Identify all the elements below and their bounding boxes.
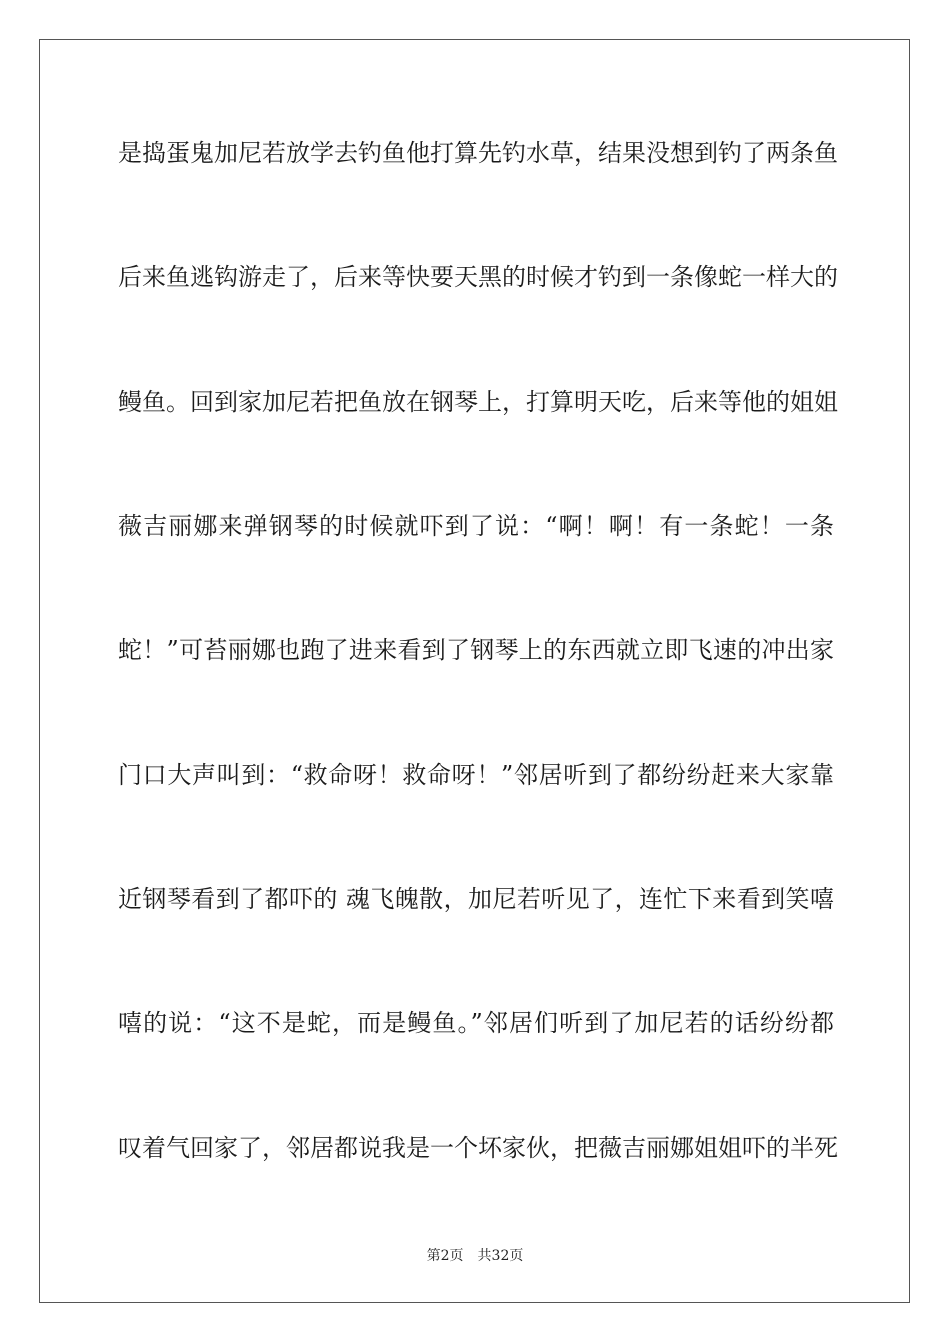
body-text-line: 后来鱼逃钩游走了，后来等快要天黑的时候才钓到一条像蛇一样大的 bbox=[118, 263, 838, 291]
page-border bbox=[39, 39, 910, 1303]
total-pages: 共32页 bbox=[477, 1248, 524, 1264]
page-number: 第2页 bbox=[426, 1248, 464, 1264]
body-text-line: 门口大声叫到：“救命呀！救命呀！”邻居听到了都纷纷赶来大家靠 bbox=[118, 761, 834, 789]
body-text-line: 蛇！”可苔丽娜也跑了进来看到了钢琴上的东西就立即飞速的冲出家 bbox=[118, 636, 834, 664]
page-footer bbox=[0, 1247, 950, 1265]
body-text-line: 近钢琴看到了都吓的 魂飞魄散，加尼若听见了，连忙下来看到笑嘻 bbox=[118, 885, 834, 913]
body-text-line: 薇吉丽娜来弹钢琴的时候就吓到了说：“啊！啊！有一条蛇！一条 bbox=[118, 512, 834, 540]
body-text-line: 叹着气回家了，邻居都说我是一个坏家伙，把薇吉丽娜姐姐吓的半死 bbox=[118, 1134, 838, 1162]
body-text-line: 鳗鱼。回到家加尼若把鱼放在钢琴上，打算明天吃，后来等他的姐姐 bbox=[118, 388, 838, 416]
body-text-line: 是捣蛋鬼加尼若放学去钓鱼他打算先钓水草，结果没想到钓了两条鱼 bbox=[118, 139, 838, 167]
body-text-line: 嘻的说：“这不是蛇，而是鳗鱼。”邻居们听到了加尼若的话纷纷都 bbox=[118, 1009, 834, 1037]
